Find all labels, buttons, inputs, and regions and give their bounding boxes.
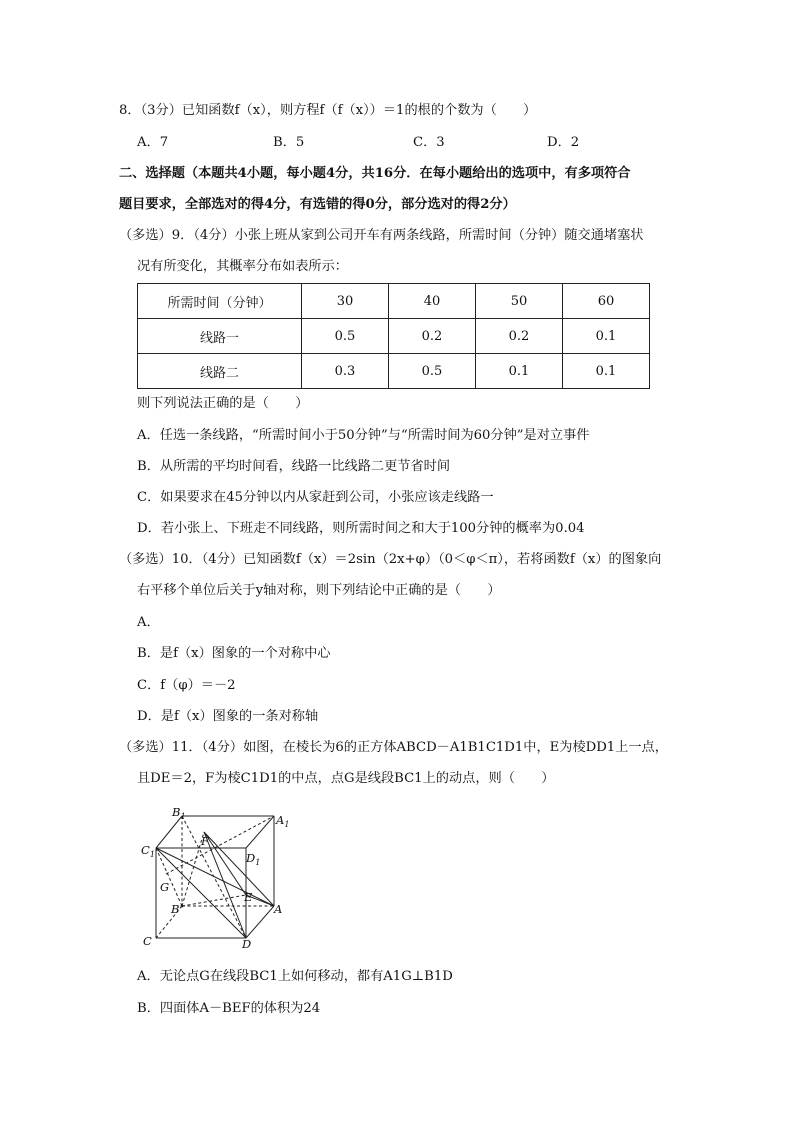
label-f: F [201, 834, 209, 848]
q8-option-a: A．7 [137, 135, 169, 150]
table-cell: 0.1 [563, 354, 650, 389]
hidden-diagonal [182, 895, 246, 906]
q11-option-b: B．四面体A－BEF的体积为24 [137, 1001, 321, 1016]
table-row [138, 354, 650, 389]
section2-heading-line1: 二、选择题（本题共4小题，每小题4分，共16分．在每小题给出的选项中，有多项符合 [119, 166, 631, 181]
q11-stem-line2: 且DE＝2，F为棱C1D1的中点，点G是线段BC1上的动点，则（ ） [137, 771, 555, 786]
q10-stem-line2: 右平移个单位后关于y轴对称，则下列结论中正确的是（ ） [137, 583, 501, 598]
q8-option-d: D．2 [547, 135, 580, 150]
label-c1: $C_1$ [141, 843, 155, 859]
hidden-diagonal [156, 848, 182, 906]
q11-option-a: A．无论点G在线段BC1上如何移动，都有A1G⊥B1D [137, 969, 453, 984]
label-e: E [244, 890, 253, 904]
q9-option-b: B．从所需的平均时间看，线路一比线路二更节省时间 [137, 459, 451, 474]
table-cell: 50 [476, 284, 563, 319]
table-cell: 0.1 [563, 319, 650, 354]
q9-ask: 则下列说法正确的是（ ） [137, 396, 309, 411]
label-g: G [160, 880, 170, 894]
q9-option-d: D．若小张上、下班走不同线路，则所需时间之和大于100分钟的概率为0.04 [137, 521, 585, 536]
cube-figure [136, 802, 296, 952]
table-cell: 30 [302, 284, 389, 319]
label-c: C [143, 934, 152, 948]
diagonal [204, 832, 274, 906]
diagonal [156, 848, 274, 906]
table-cell: 0.5 [389, 354, 476, 389]
q8-option-b: B．5 [273, 135, 305, 150]
q9-option-a: A．任选一条线路，“所需时间小于50分钟”与“所需时间为60分钟”是对立事件 [137, 428, 590, 443]
label-d: D [242, 937, 252, 951]
q10-option-b: B．是f（x）图象的一个对称中心 [137, 646, 331, 661]
table-cell: 线路一 [138, 319, 302, 354]
table-cell: 0.5 [302, 319, 389, 354]
point-b [181, 905, 184, 908]
table-cell: 0.2 [476, 319, 563, 354]
q10-stem-line1: （多选）10．（4分）已知函数f（x）＝2sin（2x+φ）（0＜φ＜π），若将函数f（x）的图象向 [119, 552, 662, 567]
q10-option-a: A． [137, 615, 160, 630]
label-b: B [171, 902, 180, 916]
table-cell: 0.2 [389, 319, 476, 354]
edge [156, 816, 182, 848]
table-cell: 线路二 [138, 354, 302, 389]
section2-heading-line2: 题目要求，全部选对的得4分，有选错的得0分，部分选对的得2分） [119, 197, 516, 212]
q9-option-c: C．如果要求在45分钟以内从家赶到公司，小张应该走线路一 [137, 490, 494, 505]
table-cell: 0.3 [302, 354, 389, 389]
label-b1: $B_1$ [172, 805, 186, 821]
q8-stem: 8．（3分）已知函数f（x），则方程f（f（x））＝1的根的个数为（ ） [119, 103, 537, 118]
edge [246, 906, 274, 938]
q9-stem-line1: （多选）9．（4分）小张上班从家到公司开车有两条线路，所需时间（分钟）随交通堵塞状 [119, 228, 644, 243]
hidden-diagonal [182, 816, 246, 938]
table-cell: 0.1 [476, 354, 563, 389]
label-a1: $A_1$ [276, 813, 290, 829]
q10-option-d: D．是f（x）图象的一条对称轴 [137, 709, 319, 724]
table-cell: 所需时间（分钟） [138, 284, 302, 319]
label-a: A [274, 902, 283, 916]
table-row [138, 319, 650, 354]
q11-stem-line1: （多选）11．（4分）如图，在棱长为6的正方体ABCD－A1B1C1D1中，E为棱DD1上一点， [119, 740, 668, 755]
q10-option-c: C．f（φ）＝－2 [137, 678, 236, 693]
q8-option-c: C．3 [413, 135, 445, 150]
table-cell: 40 [389, 284, 476, 319]
edge [246, 816, 274, 848]
probability-table [137, 283, 650, 389]
table-header-row [138, 284, 650, 319]
table-cell: 60 [563, 284, 650, 319]
label-d1: $D_1$ [246, 851, 261, 867]
q9-stem-line2: 况有所变化，其概率分布如表所示： [137, 259, 348, 274]
